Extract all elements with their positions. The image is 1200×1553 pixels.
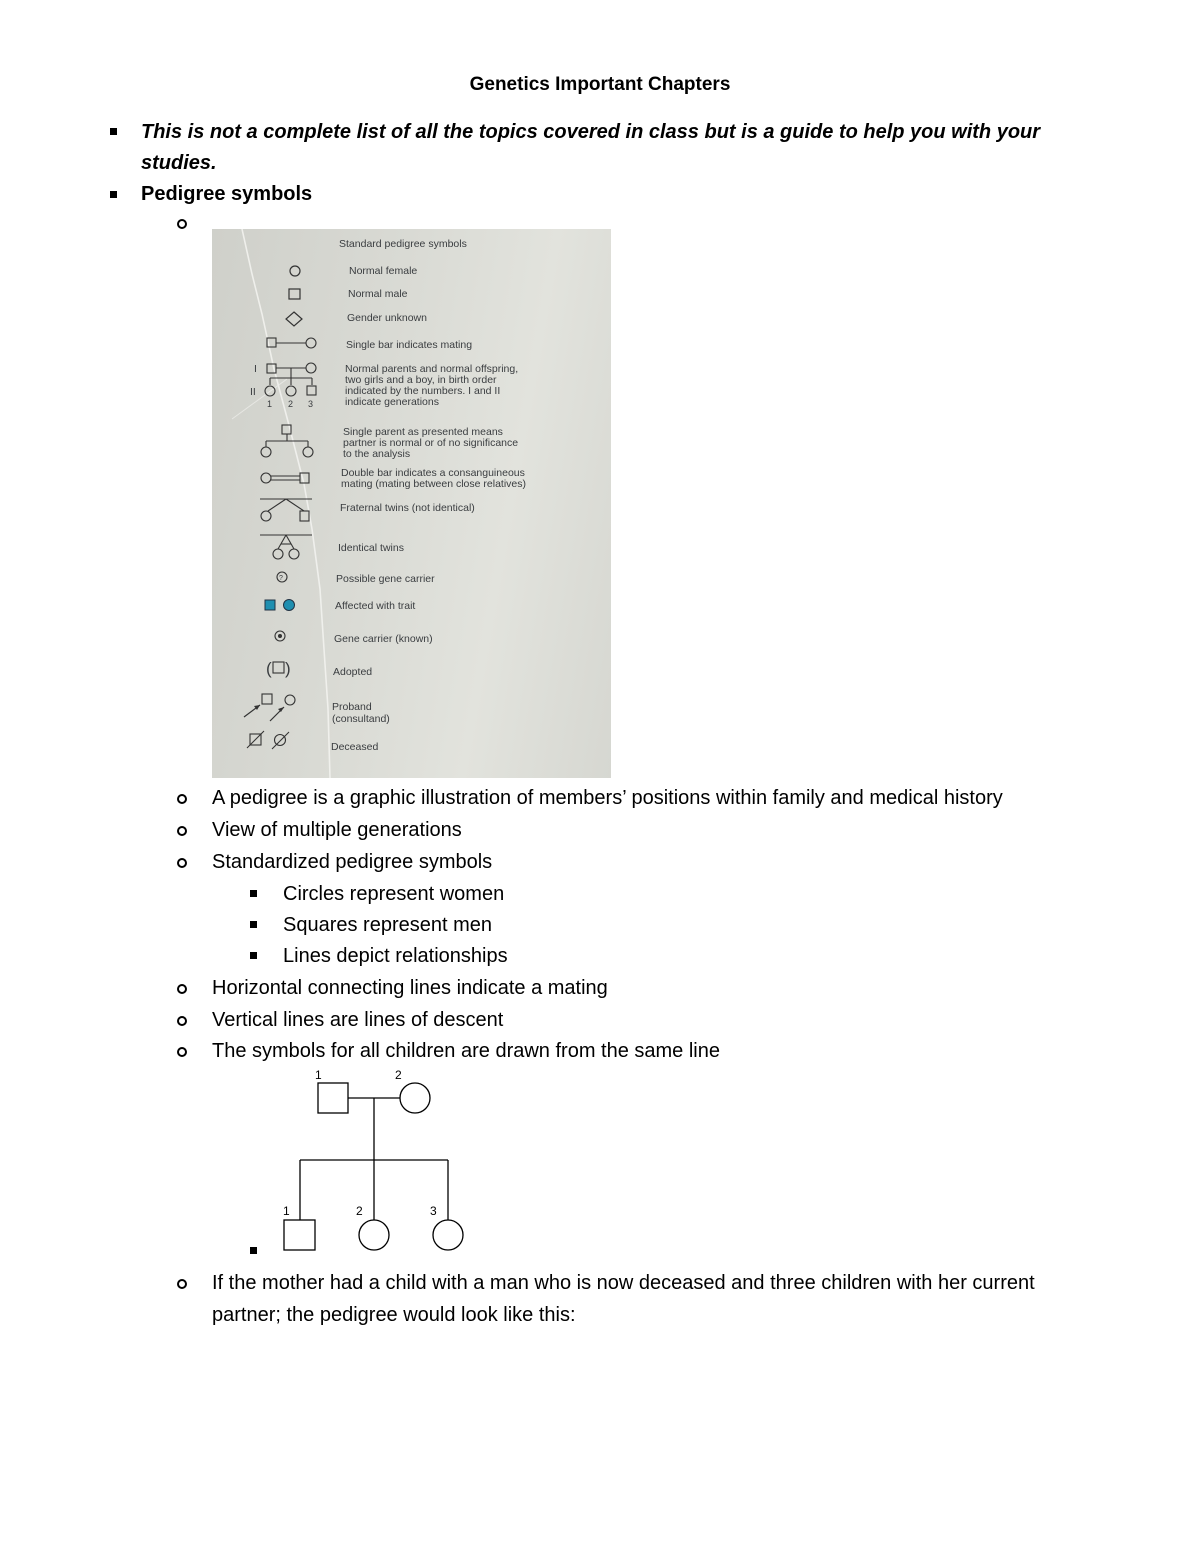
family-pedigree-diagram [270, 1064, 480, 1254]
bullet-circle-icon [177, 219, 187, 229]
legend-family-3: indicated by the numbers. I and II [345, 385, 501, 397]
daughter-circle-icon [359, 1220, 389, 1250]
note-horizontal-lines: Horizontal connecting lines indicate a mating [212, 977, 608, 999]
legend-family-1: Normal parents and normal offspring, [345, 363, 519, 375]
svg-text:2: 2 [288, 399, 294, 409]
legend-gender-unknown: Gender unknown [347, 312, 427, 324]
legend-family-4: indicate generations [345, 396, 439, 408]
affected-symbol-icon [265, 600, 295, 611]
pedigree-symbols-photo [212, 229, 611, 778]
legend-family-2: two girls and a boy, in birth order [345, 374, 497, 386]
proband-symbol-icon [244, 694, 295, 721]
note-pedigree-definition: A pedigree is a graphic illustration of members’ positions within family and medical history [212, 787, 1003, 809]
male-symbol-icon [289, 289, 300, 299]
legend-single-parent-3: to the analysis [343, 448, 411, 460]
child-number-2: 2 [356, 1204, 363, 1218]
legend-possible-carrier: Possible gene carrier [336, 573, 435, 585]
legend-deceased: Deceased [331, 741, 379, 753]
legend-normal-male: Normal male [348, 288, 408, 300]
female-symbol-icon [290, 266, 300, 276]
bullet-square-icon [250, 1247, 257, 1254]
note-children-same-line: The symbols for all children are drawn from the same line [212, 1040, 720, 1062]
parent-number-1: 1 [315, 1068, 322, 1082]
svg-text:?: ? [279, 575, 283, 582]
child-number-1: 1 [283, 1204, 290, 1218]
svg-text:): ) [285, 659, 291, 678]
legend-proband-1: Proband [332, 701, 372, 713]
diamond-symbol-icon [286, 312, 302, 326]
bullet-circle-icon [177, 794, 187, 804]
legend-mating: Single bar indicates mating [346, 339, 473, 351]
bullet-square-icon [250, 952, 257, 959]
svg-text:II: II [250, 386, 256, 398]
note-standardized-symbols: Standardized pedigree symbols [212, 851, 493, 873]
document-title: Genetics Important Chapters [469, 74, 731, 95]
legend-consanguineous-2: mating (mating between close relatives) [341, 478, 527, 490]
bullet-circle-icon [177, 858, 187, 868]
svg-text:(: ( [266, 659, 272, 678]
legend-identical-twins: Identical twins [338, 542, 404, 554]
child-number-3: 3 [430, 1204, 437, 1218]
bullet-circle-icon [177, 826, 187, 836]
intro-line-2: studies. [141, 152, 217, 174]
closing-line-2: partner; the pedigree would look like this: [212, 1304, 576, 1326]
bullet-square-icon [110, 128, 117, 135]
father-square-icon [318, 1083, 348, 1113]
known-carrier-symbol-icon [275, 631, 285, 641]
svg-text:3: 3 [308, 399, 314, 409]
mother-circle-icon [400, 1083, 430, 1113]
fraternal-twins-symbol-icon [260, 499, 312, 521]
legend-consanguineous-1: Double bar indicates a consanguineous [341, 467, 525, 479]
single-parent-symbol-icon [261, 425, 313, 457]
subnote-squares: Squares represent men [283, 914, 493, 936]
bullet-circle-icon [177, 1016, 187, 1026]
subnote-lines: Lines depict relationships [283, 945, 508, 967]
note-vertical-lines: Vertical lines are lines of descent [212, 1009, 504, 1031]
closing-line-1: If the mother had a child with a man who is now deceased and three children with her current [212, 1272, 1035, 1294]
legend-proband-2: (consultand) [332, 713, 390, 725]
section-heading: Pedigree symbols [141, 183, 313, 205]
bullet-square-icon [250, 890, 257, 897]
bullet-circle-icon [177, 1279, 187, 1289]
legend-single-parent-2: partner is normal or of no significance [343, 437, 519, 449]
daughter-circle-icon [433, 1220, 463, 1250]
legend-normal-female: Normal female [349, 265, 418, 277]
legend-single-parent-1: Single parent as presented means [343, 426, 503, 438]
possible-carrier-symbol-icon [277, 572, 287, 582]
subnote-circles: Circles represent women [283, 883, 505, 905]
legend-fraternal-twins: Fraternal twins (not identical) [340, 502, 475, 514]
bullet-circle-icon [177, 984, 187, 994]
intro-line-1: This is not a complete list of all the topics covered in class but is a guide to help you with your [141, 121, 1041, 143]
deceased-symbol-icon [247, 731, 289, 749]
legend-known-carrier: Gene carrier (known) [334, 633, 433, 645]
identical-twins-symbol-icon [260, 535, 312, 559]
bullet-square-icon [250, 921, 257, 928]
son-square-icon [284, 1220, 315, 1250]
parent-number-2: 2 [395, 1068, 402, 1082]
bullet-circle-icon [177, 1047, 187, 1057]
bullet-square-icon [110, 191, 117, 198]
svg-text:I: I [254, 363, 257, 375]
legend-affected: Affected with trait [335, 600, 416, 612]
note-multiple-generations: View of multiple generations [212, 819, 462, 841]
svg-text:1: 1 [267, 399, 273, 409]
mating-symbol-icon [267, 338, 316, 348]
legend-adopted: Adopted [333, 666, 373, 678]
adopted-symbol-icon [266, 659, 291, 678]
photo-heading: Standard pedigree symbols [339, 238, 467, 250]
